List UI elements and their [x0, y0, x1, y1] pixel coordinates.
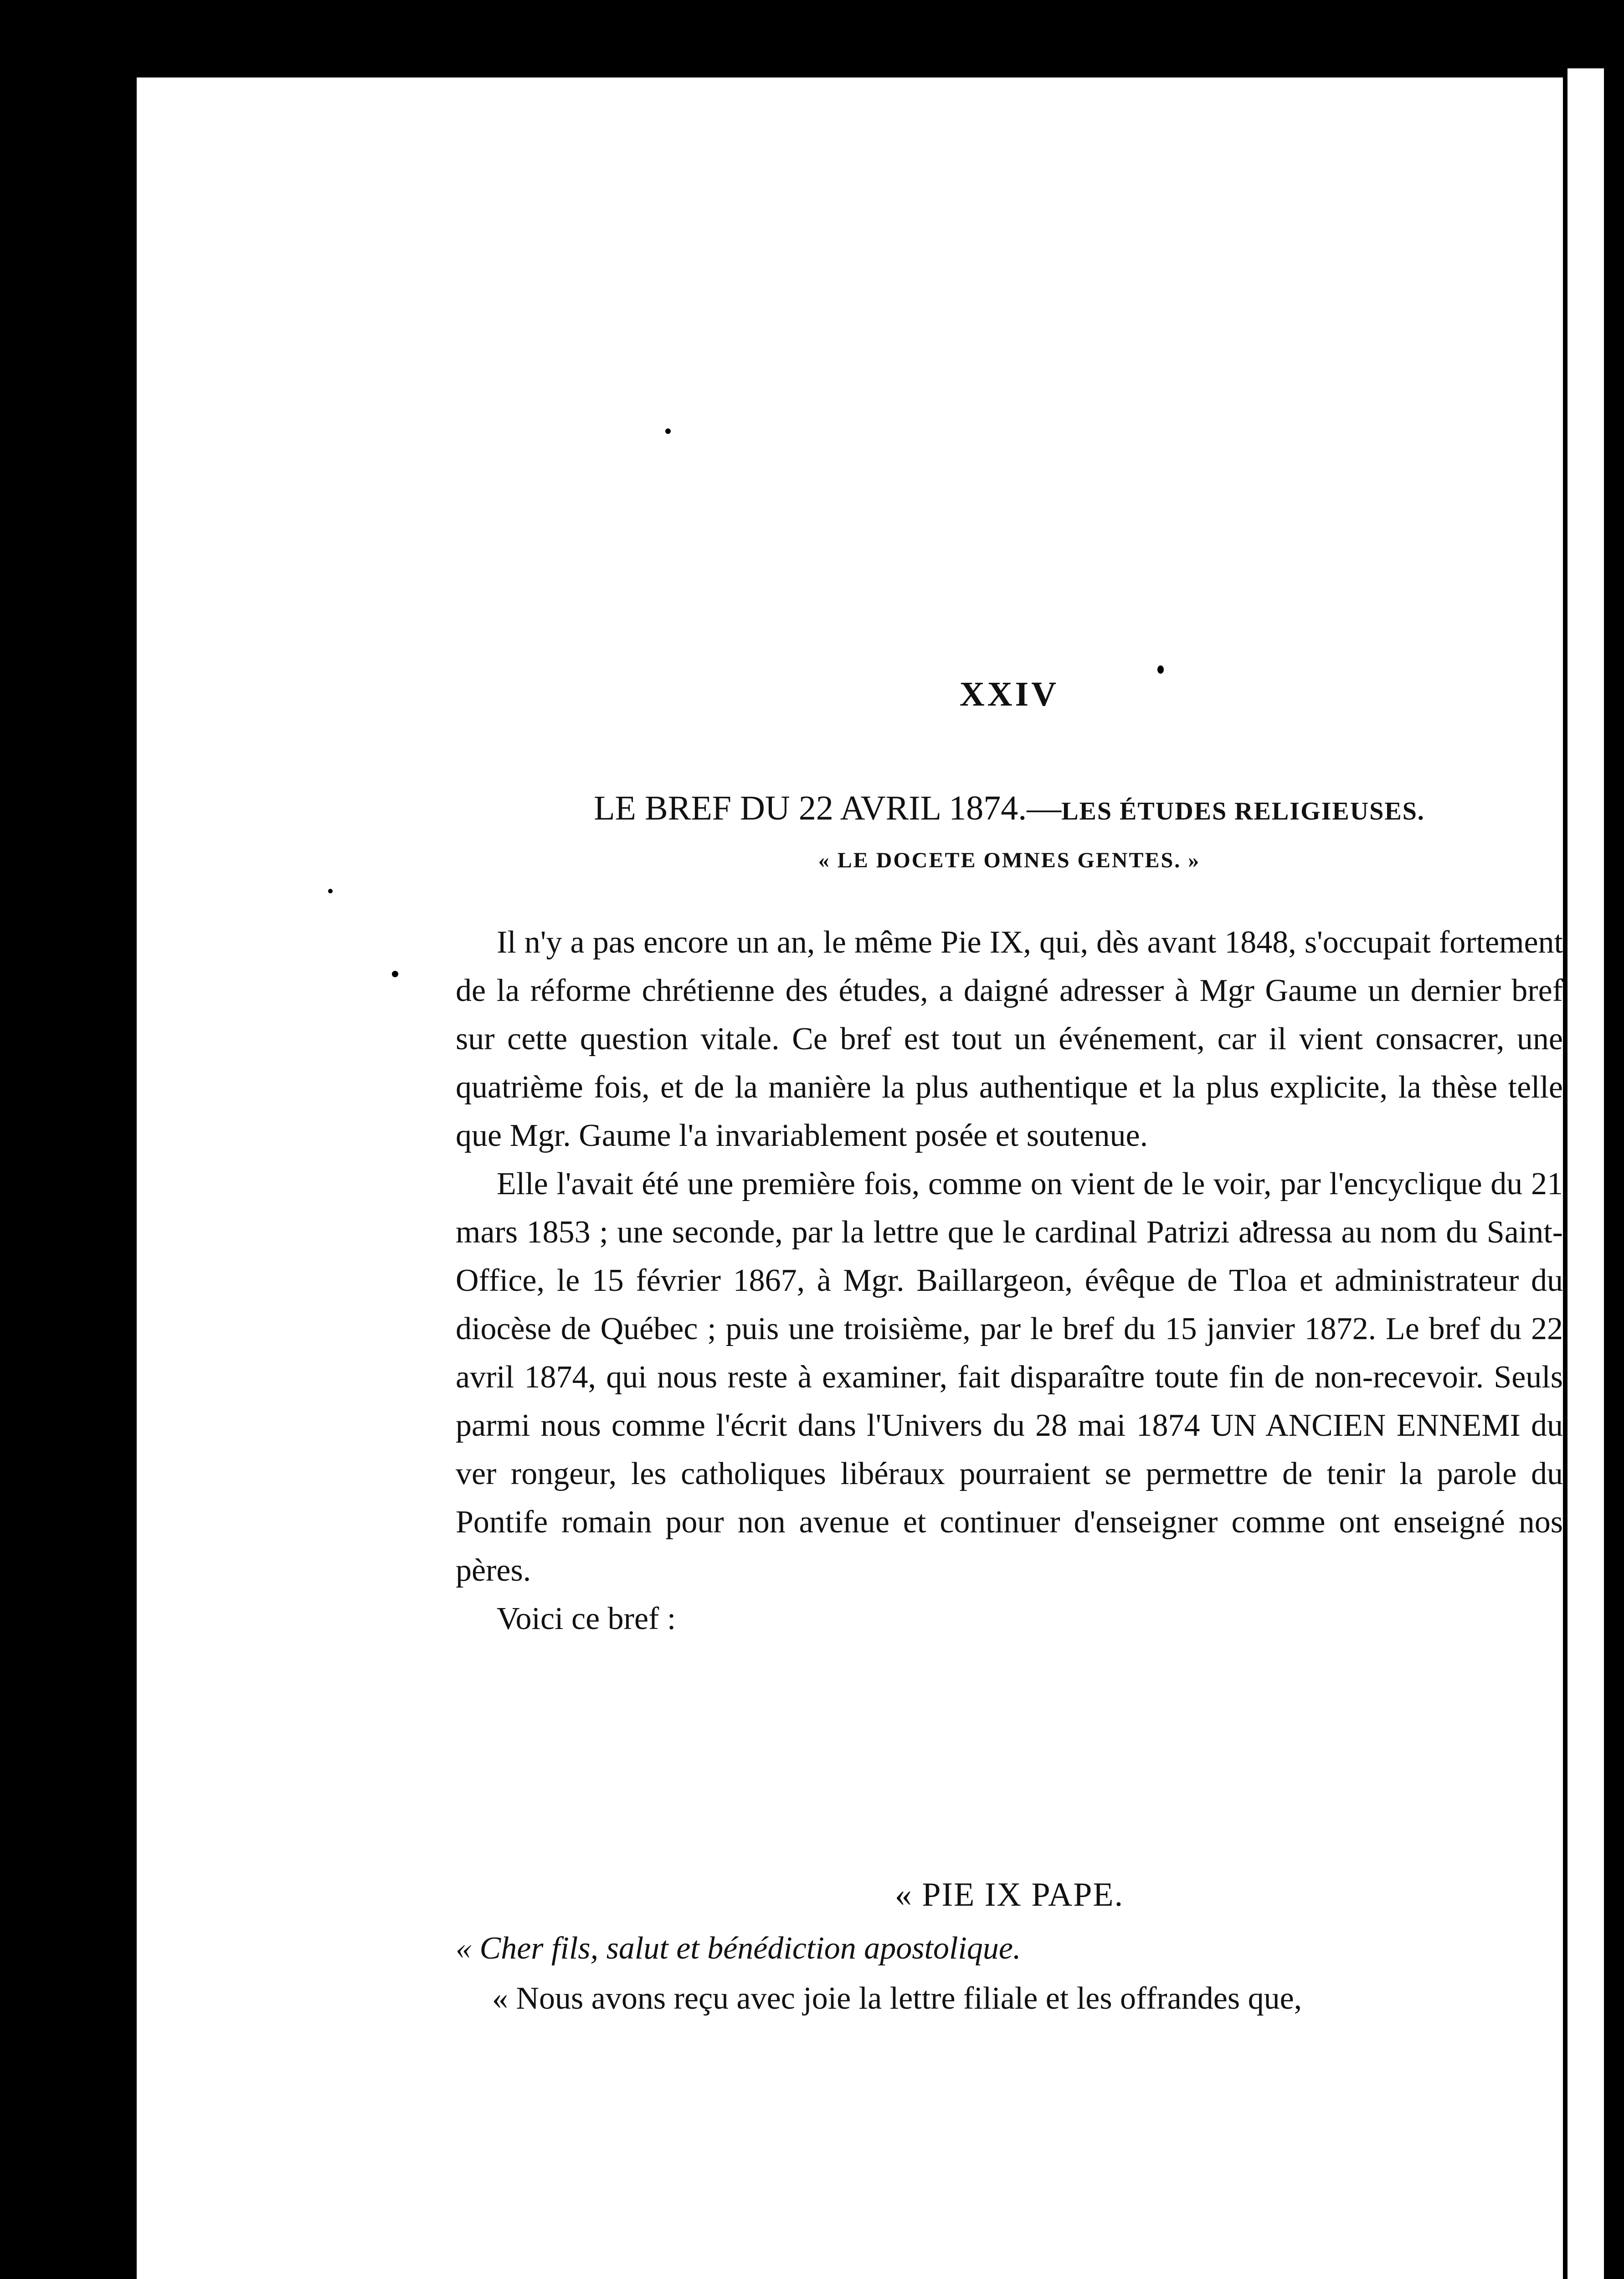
paragraph: Il n'y a pas encore un an, le même Pie IX, qui, dès avant 1848, s'occupait fortement de la réforme chrétienne des études, a daigné adresser à Mgr Gaume un dernier bref sur cette question vitale. Ce bref est tout un événement, car il vient consacrer, une quatrième fois, et de la manière la plus authentique et la plus explicite, la thèse telle que Mgr. Gaume l'a invariablement posée et soutenue.: [456, 925, 1563, 1153]
brief-salutation: « Cher fils, salut et bénédiction apostolique.: [456, 1931, 1021, 1966]
chapter-number: XXIV: [959, 675, 1059, 713]
chapter-title-tail: LES ÉTUDES RELIGIEUSES.: [1061, 797, 1425, 825]
brief-heading: « PIE IX PAPE.: [894, 1876, 1124, 1913]
paragraph: Voici ce bref :: [497, 1601, 676, 1636]
page-edge: [1567, 68, 1604, 2279]
scan-speck: [392, 971, 398, 977]
scan-speck: [665, 428, 671, 434]
chapter-title-main: LE BREF DU 22 AVRIL 1874.—: [594, 789, 1062, 827]
scan-speck: [1157, 665, 1164, 674]
chapter-subtitle: « LE DOCETE OMNES GENTES. »: [818, 848, 1201, 872]
book-page: [137, 77, 1563, 2279]
scan-speck: [328, 889, 333, 893]
brief-opening: « Nous avons reçu avec joie la lettre filiale et les offrandes que,: [492, 1981, 1302, 2016]
paragraph: Elle l'avait été une première fois, comme on vient de le voir, par l'encyclique du 21 mars 1853 ; une seconde, par la lettre que le cardinal Patrizi adressa au nom du Saint-Office, le 15 février 1867, à Mgr. Baillargeon, évêque de Tloa et administrateur du diocèse de Québec ; puis une troisième, par le bref du 15 janvier 1872. Le bref du 22 avril 1874, qui nous reste à examiner, fait disparaître toute fin de non-recevoir. Seuls parmi nous comme l'écrit dans l'Univers du 28 mai 1874 UN ANCIEN ENNEMI du ver rongeur, les catholiques libéraux pourraient se permettre de tenir la parole du Pontife romain pour non avenue et continuer d'enseigner comme ont enseigné nos pères.: [456, 1166, 1563, 1588]
body-text: [456, 918, 1563, 1643]
chapter-title: [456, 789, 1563, 828]
